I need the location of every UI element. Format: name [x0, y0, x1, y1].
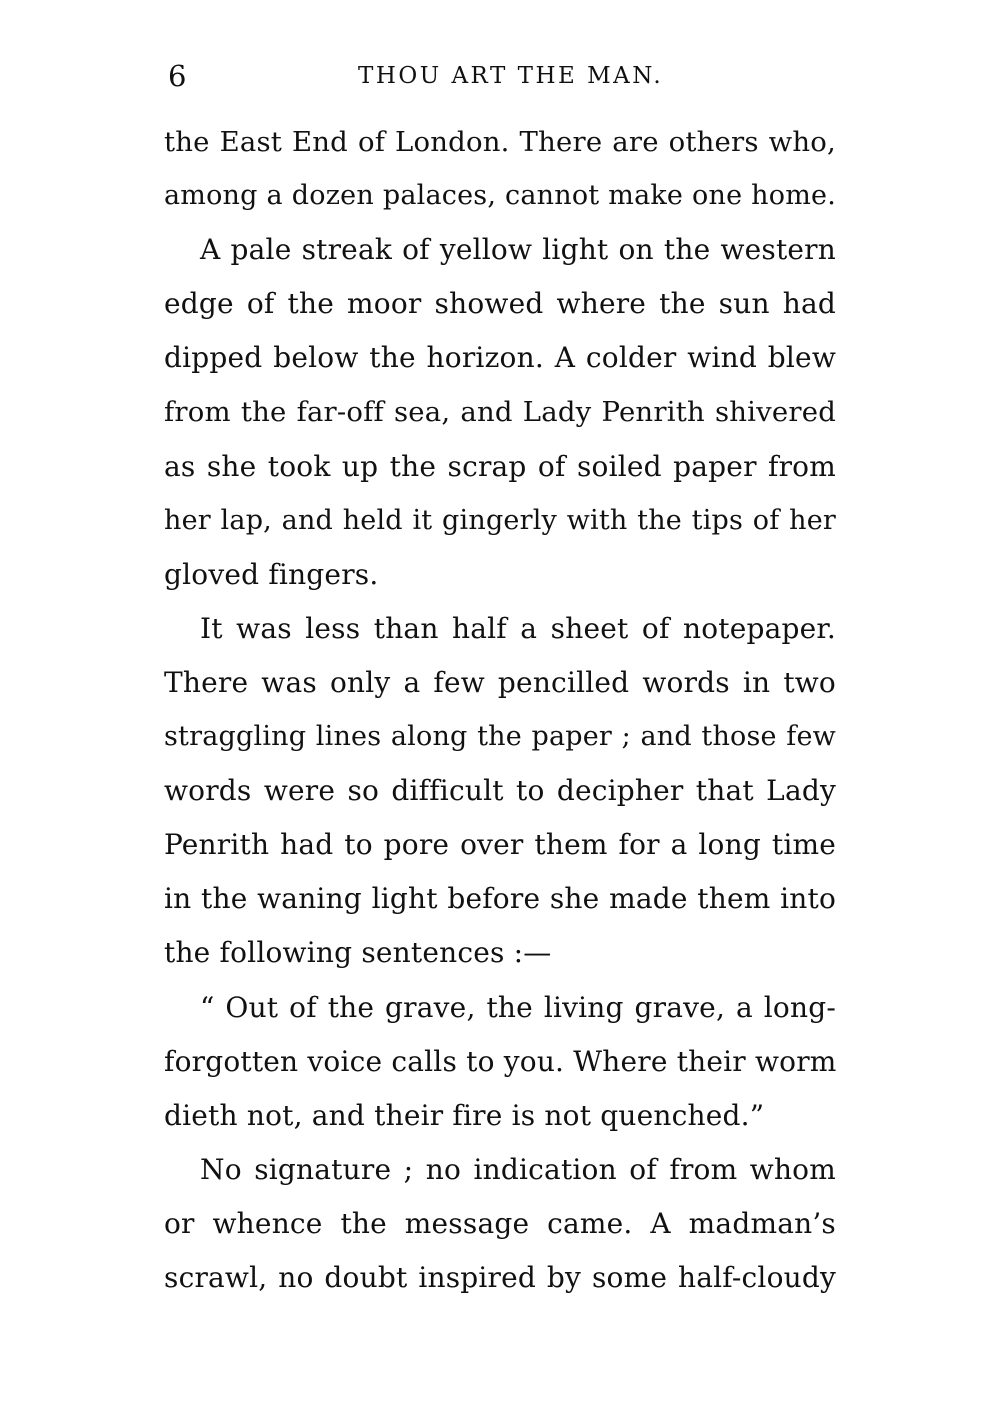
text-line: No signature ; no indication of from whom [200, 1152, 836, 1186]
body-text [164, 115, 836, 1305]
text-line: forgotten voice calls to you. Where their worm [164, 1044, 837, 1078]
text-line: dipped below the horizon. A colder wind blew [164, 341, 836, 375]
page-number: 6 [168, 59, 187, 93]
text-line: among a dozen palaces, cannot make one home. [164, 180, 836, 212]
text-line: There was only a few pencilled words in two [164, 665, 836, 699]
running-title: THOU ART THE MAN. [358, 63, 664, 89]
text-line: the following sentences :— [164, 936, 552, 970]
text-line: the East End of London. There are others who, [164, 126, 836, 158]
text-line: as she took up the scrap of soiled paper from [164, 449, 836, 483]
text-line: from the far-off sea, and Lady Penrith shivered [164, 396, 836, 429]
text-line: dieth not, and their fire is not quenched.” [164, 1098, 765, 1132]
text-line: A pale streak of yellow light on the western [200, 233, 836, 267]
text-line: gloved fingers. [164, 557, 379, 591]
text-line: “ Out of the grave, the living grave, a long- [200, 990, 836, 1024]
text-line: It was less than half a sheet of notepaper. [200, 611, 836, 645]
text-line: edge of the moor showed where the sun had [164, 287, 836, 321]
text-line: her lap, and held it gingerly with the tips of her [164, 504, 836, 536]
text-line: words were so difficult to decipher that Lady [164, 774, 836, 808]
text-line: Penrith had to pore over them for a long time [164, 828, 836, 862]
text-line: or whence the message came. A madman’s [164, 1206, 836, 1240]
text-line: straggling lines along the paper ; and those few [164, 721, 836, 753]
text-line: in the waning light before she made them into [164, 882, 836, 916]
text-line: scrawl, no doubt inspired by some half-cloudy [164, 1260, 836, 1294]
running-head [168, 56, 836, 96]
